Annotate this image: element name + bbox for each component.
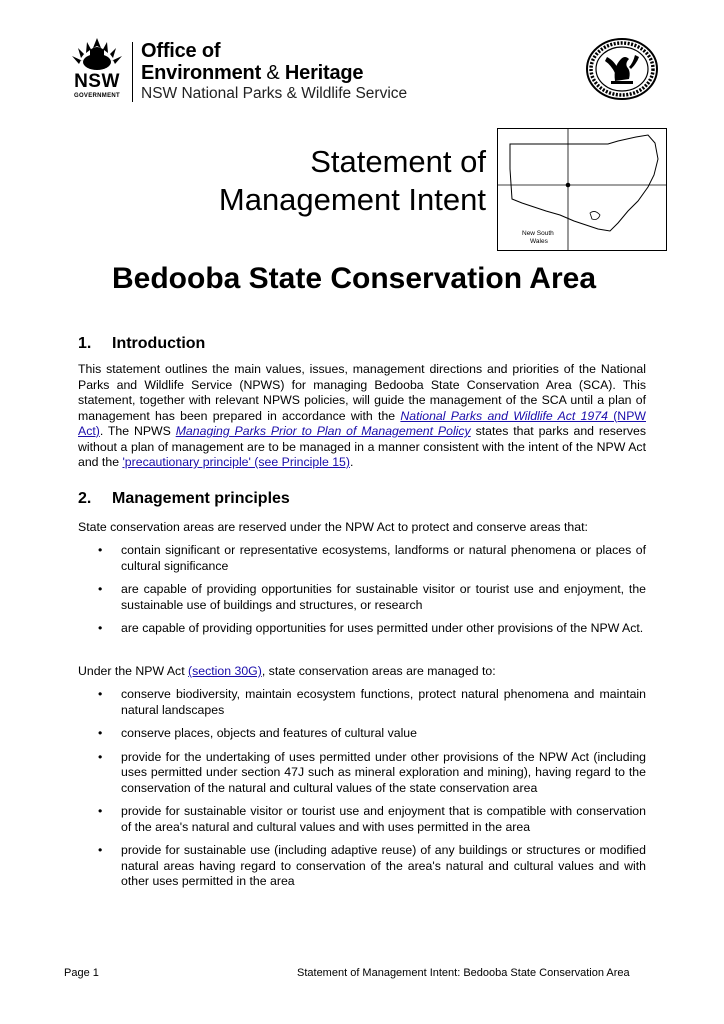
locality-map	[497, 128, 667, 251]
title-line-2: Management Intent	[218, 182, 486, 217]
agency-line-2	[141, 62, 407, 84]
map-label-line-1: New South	[522, 230, 554, 237]
managing-parks-policy-link[interactable]: Managing Parks Prior to Plan of Management Policy	[175, 424, 471, 438]
agency-line-2a: Environment	[141, 62, 262, 84]
footer-document-title: Statement of Management Intent: Bedooba State Conservation Area	[297, 967, 630, 979]
management-intro-b: , state conservation areas are managed to:	[261, 664, 496, 678]
page-number: Page 1	[64, 967, 99, 979]
list-item: • are capable of providing opportunities for uses permitted under other provisions of the NPW Act.	[78, 621, 646, 637]
section-number: 1.	[78, 335, 92, 352]
agency-line-1: Office of	[141, 40, 221, 62]
list-item: • provide for the undertaking of uses permitted under other provisions of the NPW Act (including uses permitted under section 47J such as mineral exploration and mining), having regard to the conservation of the natural and cultural values of the state conservation area	[78, 750, 646, 797]
npws-seal-icon	[585, 37, 659, 101]
management-intro	[78, 664, 646, 680]
intro-text-a: This statement outlines the main values, issues, management directions and priorities of the National Parks and Wildlife Service (NPWS) for managing Bedooba State Conservation Area (SCA). This statement, together with relevant NPWS policies, will guide the management of the SCA until a plan of management has been prepared in accordance with the	[78, 362, 646, 423]
agency-name	[141, 40, 407, 104]
intro-text-c: states that parks and reserves without a plan of management are to be managed in a manner consistent with the intent of the NPW Act and the	[78, 424, 646, 469]
agency-line-2c: Heritage	[284, 62, 364, 84]
precautionary-principle-link[interactable]: 'precautionary principle' (see Principle 15)	[122, 455, 350, 469]
title-line-1: Statement of	[310, 144, 486, 179]
waratah-flower-icon	[70, 36, 124, 72]
agency-line-2-amp: &	[266, 62, 280, 84]
reserve-title: Bedooba State Conservation Area	[112, 262, 596, 295]
management-objectives-list	[78, 687, 646, 898]
agency-line-3: NSW National Parks & Wildlife Service	[141, 85, 408, 102]
nsw-outline-map	[498, 129, 666, 250]
document-type-title	[219, 143, 486, 219]
section-heading-management-principles	[78, 490, 290, 508]
section-number: 2.	[78, 490, 92, 507]
section-title: Introduction	[112, 335, 206, 352]
list-item: • conserve places, objects and features of cultural value	[78, 726, 646, 742]
section-title: Management principles	[112, 490, 290, 507]
list-item: • conserve biodiversity, maintain ecosystem functions, protect natural phenomena and maintain natural landscapes	[78, 687, 646, 718]
list-item: • are capable of providing opportunities for sustainable visitor or tourist use and enjoyment, the sustainable use of buildings and structures, or research	[78, 582, 646, 613]
map-label-line-2: Wales	[530, 238, 548, 245]
section-30g-link[interactable]: (section 30G)	[188, 664, 262, 678]
introduction-paragraph	[78, 362, 646, 471]
npw-act-link[interactable]: National Parks and Wildlife Act 1974	[400, 408, 608, 423]
section-heading-introduction	[78, 335, 205, 353]
management-intro-a: Under the NPW Act	[78, 664, 189, 678]
nsw-wordmark: NSW	[74, 71, 120, 92]
npw-act-abbrev-link[interactable]: (NPW Act)	[78, 408, 646, 438]
government-label: GOVERNMENT	[73, 93, 120, 99]
intro-text-b: . The NPWS	[99, 424, 176, 438]
principles-intro: State conservation areas are reserved under the NPW Act to protect and conserve areas that:	[78, 520, 588, 534]
list-item: • contain significant or representative ecosystems, landforms or natural phenomena or places of cultural significance	[78, 543, 646, 574]
list-item: • provide for sustainable visitor or tourist use and enjoyment that is compatible with conservation of the area's natural and cultural values and with uses permitted in the area	[78, 804, 646, 835]
list-item: • provide for sustainable use (including adaptive reuse) of any buildings or structures or modified natural areas having regard to conservation of the area's natural and cultural values and with other uses permitted in the area	[78, 843, 646, 890]
nsw-government-logo	[66, 36, 128, 106]
intro-text-d: .	[349, 455, 354, 469]
reservation-purpose-list	[78, 543, 646, 645]
logo-divider	[132, 42, 133, 102]
